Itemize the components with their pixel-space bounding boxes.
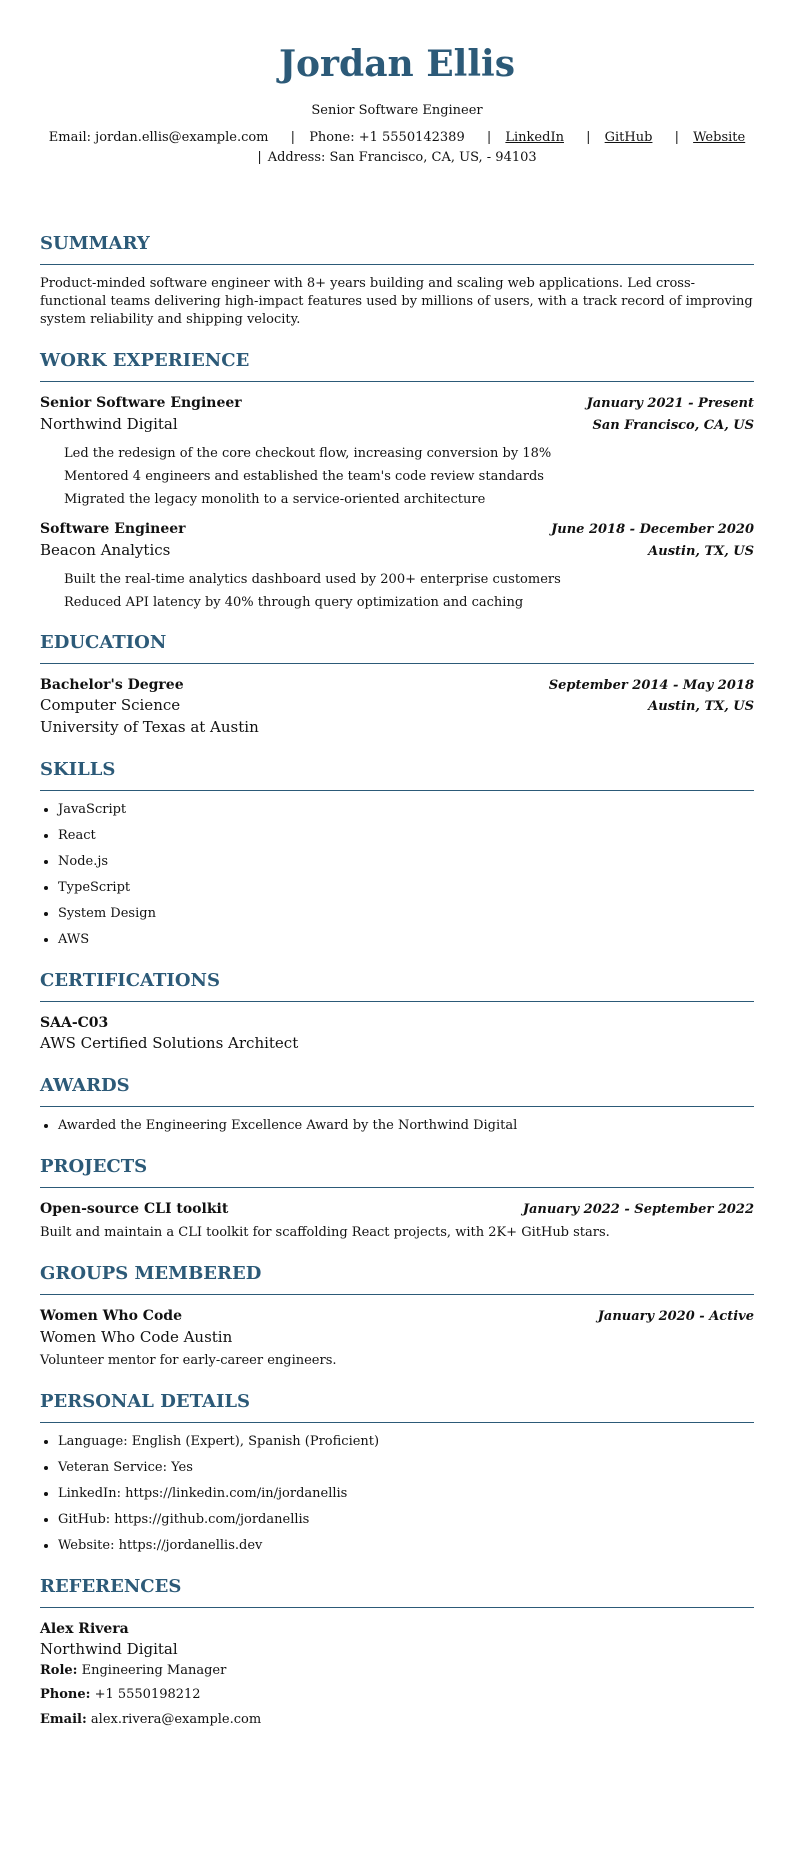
references-section: [40, 1575, 754, 1729]
groups-section: [40, 1262, 754, 1370]
github-link[interactable]: GitHub: [604, 130, 653, 146]
list-item: Built the real-time analytics dashboard used by 200+ enterprise customers: [64, 571, 561, 587]
project-name: Open-source CLI toolkit: [40, 1201, 229, 1218]
contact-phone: Phone: +1 5550142389: [309, 130, 465, 146]
personal-details-list: [40, 1433, 754, 1555]
certification-name: AWS Certified Solutions Architect: [40, 1034, 299, 1053]
section-title: SKILLS: [40, 758, 754, 791]
project-entry: [40, 1200, 754, 1242]
candidate-name: Jordan Ellis: [279, 43, 515, 85]
job-bullets: [64, 445, 754, 508]
contact-separator: |: [257, 150, 262, 166]
work-section: [40, 349, 754, 611]
personal-detail-item: • Website: https://jordanellis.dev: [58, 1537, 754, 1555]
reference-email-label: Email:: [40, 1711, 87, 1727]
education-location: Austin, TX, US: [648, 699, 754, 715]
job-entry: [40, 520, 754, 611]
list-item: Led the redesign of the core checkout flow, increasing conversion by 18%: [64, 445, 552, 461]
personal-detail-item: • Veteran Service: Yes: [58, 1459, 754, 1477]
contact-separator: |: [674, 130, 679, 146]
skills-section: [40, 758, 754, 949]
reference-role: [40, 1662, 754, 1680]
reference-phone-value: +1 5550198212: [94, 1687, 201, 1703]
reference-role-label: Role:: [40, 1663, 78, 1679]
certifications-section: [40, 969, 754, 1055]
job-location: Austin, TX, US: [648, 543, 754, 559]
awards-section: [40, 1074, 754, 1135]
school-name: University of Texas at Austin: [40, 717, 259, 736]
job-company: Beacon Analytics: [40, 540, 171, 559]
skill-item: • JavaScript: [58, 801, 754, 819]
skills-list: [40, 801, 754, 949]
job-dates: January 2021 - Present: [586, 396, 754, 412]
job-role: Software Engineer: [40, 520, 186, 537]
list-item: Mentored 4 engineers and established the team's code review standards: [64, 468, 544, 484]
education-section: [40, 631, 754, 738]
certification-code: SAA-C03: [40, 1014, 109, 1031]
section-title: REFERENCES: [40, 1575, 754, 1608]
group-dates: January 2020 - Active: [597, 1308, 754, 1324]
education-entry: [40, 676, 754, 738]
contact-separator: |: [290, 130, 296, 146]
job-role: Senior Software Engineer: [40, 395, 242, 412]
section-title: PERSONAL DETAILS: [40, 1390, 754, 1423]
reference-phone-label: Phone:: [40, 1687, 91, 1703]
section-title: AWARDS: [40, 1074, 754, 1107]
list-item: Reduced API latency by 40% through query optimization and caching: [64, 594, 524, 610]
reference-role-value: Engineering Manager: [81, 1663, 227, 1679]
skill-item: • TypeScript: [58, 879, 754, 897]
section-title: EDUCATION: [40, 631, 754, 664]
job-entry: [40, 394, 754, 508]
personal-detail-item: • LinkedIn: https://linkedin.com/in/jordanellis: [58, 1485, 754, 1503]
reference-phone: [40, 1686, 754, 1704]
personal-detail-item: • Language: English (Expert), Spanish (Proficient): [58, 1433, 754, 1451]
summary-section: [40, 232, 754, 329]
linkedin-link[interactable]: LinkedIn: [505, 130, 564, 146]
skill-item: • Node.js: [58, 853, 754, 871]
personal-details-section: [40, 1390, 754, 1555]
website-link[interactable]: Website: [693, 130, 746, 146]
section-title: PROJECTS: [40, 1155, 754, 1188]
group-name: Women Who Code: [40, 1307, 182, 1324]
section-title: CERTIFICATIONS: [40, 969, 754, 1002]
award-item: • Awarded the Engineering Excellence Award by the Northwind Digital: [58, 1117, 754, 1135]
contact-address: Address: San Francisco, CA, US, - 94103: [267, 150, 537, 166]
degree: Bachelor's Degree: [40, 676, 184, 693]
reference-name: Alex Rivera: [40, 1620, 129, 1637]
skill-item: • System Design: [58, 905, 754, 923]
summary-text: Product-minded software engineer with 8+ years building and scaling web applications. Led cross-functional teams delivering high-impact features used by millions of users, with a track record of improving system reliability and shipping velocity.: [40, 276, 753, 328]
section-title: SUMMARY: [40, 232, 754, 265]
job-bullets: [64, 571, 754, 611]
contact-info: [40, 128, 754, 168]
job-company: Northwind Digital: [40, 414, 178, 433]
reference-email-value: alex.rivera@example.com: [90, 1711, 262, 1727]
headline: Senior Software Engineer: [311, 103, 483, 118]
job-location: San Francisco, CA, US: [592, 417, 754, 433]
contact-separator: |: [586, 130, 591, 146]
reference-company: Northwind Digital: [40, 1640, 178, 1659]
group-entry: [40, 1307, 754, 1370]
section-title: WORK EXPERIENCE: [40, 349, 754, 382]
certification-entry: [40, 1014, 754, 1055]
project-description: Built and maintain a CLI toolkit for scaffolding React projects, with 2K+ GitHub stars.: [40, 1224, 610, 1240]
skill-item: • AWS: [58, 931, 754, 949]
job-dates: June 2018 - December 2020: [551, 521, 754, 537]
personal-detail-item: • GitHub: https://github.com/jordanellis: [58, 1511, 754, 1529]
section-title: GROUPS MEMBERED: [40, 1262, 754, 1295]
contact-email: Email: jordan.ellis@example.com: [48, 130, 269, 146]
skill-item: • React: [58, 827, 754, 845]
awards-list: [40, 1117, 754, 1135]
reference-email: [40, 1711, 754, 1729]
field-of-study: Computer Science: [40, 696, 181, 715]
group-description: Volunteer mentor for early-career engineers.: [40, 1352, 337, 1368]
group-chapter: Women Who Code Austin: [40, 1327, 233, 1346]
projects-section: [40, 1155, 754, 1242]
education-dates: September 2014 - May 2018: [548, 677, 754, 693]
contact-separator: |: [486, 130, 492, 146]
list-item: Migrated the legacy monolith to a service-oriented architecture: [64, 491, 486, 507]
reference-entry: [40, 1620, 754, 1729]
project-dates: January 2022 - September 2022: [522, 1202, 754, 1218]
